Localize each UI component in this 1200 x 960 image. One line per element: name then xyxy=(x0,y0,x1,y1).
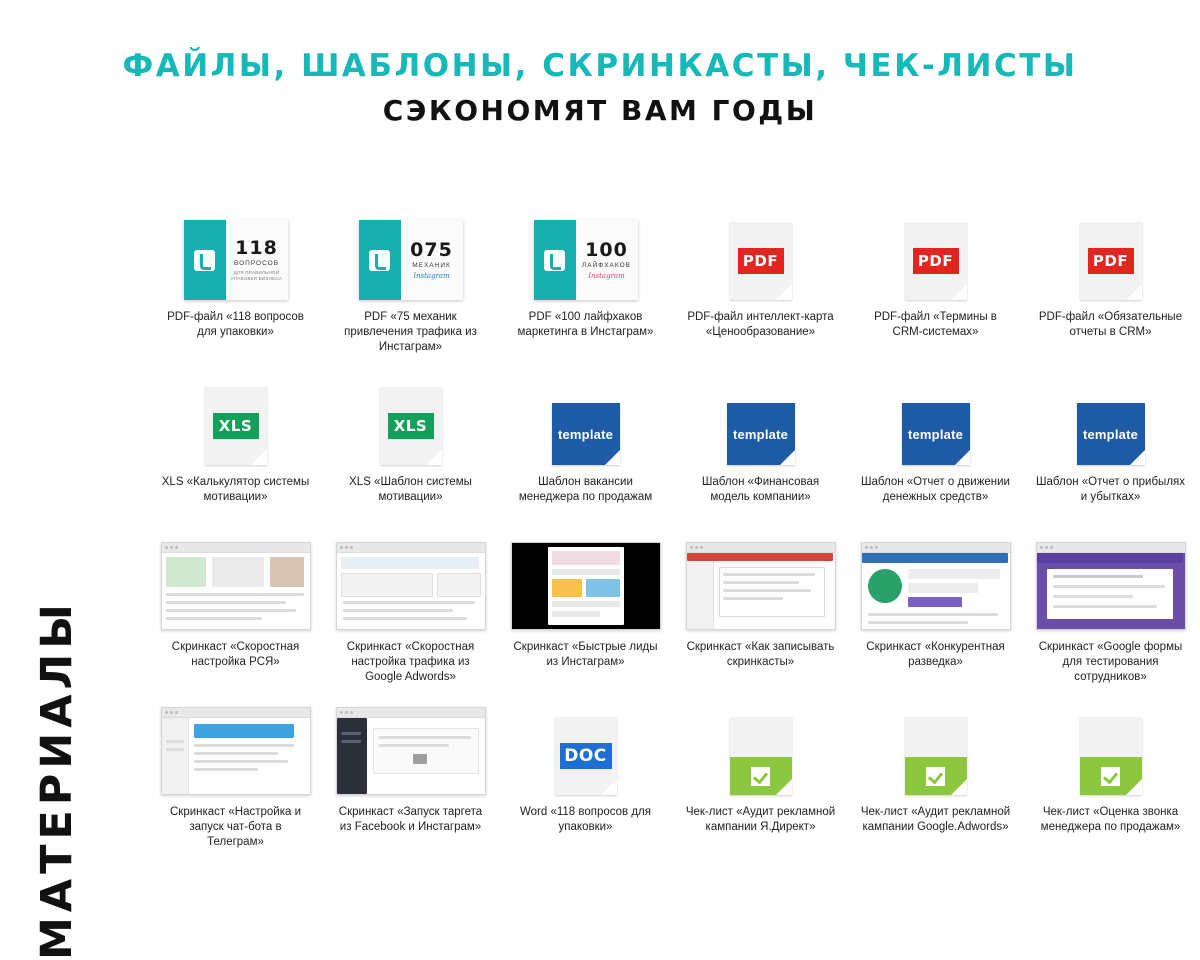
pdf-badge: PDF xyxy=(1088,248,1134,274)
thumbnail xyxy=(905,707,967,795)
item-caption: PDF-файл «Обязательные отчеты в CRM» xyxy=(1038,311,1183,338)
item-caption: PDF-файл «118 вопросов для упаковки» xyxy=(167,311,304,338)
book-note: ДЛЯ ПРАВИЛЬНОЙ УПАКОВКИ БИЗНЕСА xyxy=(230,269,283,281)
thumbnail xyxy=(184,212,288,300)
material-item[interactable] xyxy=(1023,377,1198,542)
xls-badge: XLS xyxy=(213,413,259,439)
page-heading xyxy=(0,0,1200,127)
xls-badge: XLS xyxy=(388,413,434,439)
heading-line-1: ФАЙЛЫ, ШАБЛОНЫ, СКРИНКАСТЫ, ЧЕК-ЛИСТЫ xyxy=(122,48,1078,84)
material-item[interactable] xyxy=(498,377,673,542)
brand-logo-icon xyxy=(194,250,215,271)
screencast-icon xyxy=(1036,542,1186,630)
template-icon xyxy=(1077,403,1145,465)
screencast-content xyxy=(337,553,485,629)
item-caption: Чек-лист «Аудит рекламной кампании Я.Директ» xyxy=(685,806,836,833)
item-caption: Шаблон вакансии менеджера по продажам xyxy=(518,476,653,503)
material-item[interactable] xyxy=(498,212,673,377)
book-subtitle: ЛАЙФХАКОВ xyxy=(582,261,631,269)
item-caption: PDF-файл интеллект-карта «Ценообразование» xyxy=(687,311,834,338)
material-item[interactable] xyxy=(148,542,323,707)
screencast-content xyxy=(337,718,485,794)
template-label: template xyxy=(1082,426,1139,442)
template-icon xyxy=(552,403,620,465)
thumbnail xyxy=(1036,542,1186,630)
book-face xyxy=(226,220,288,300)
thumbnail xyxy=(534,212,638,300)
material-item[interactable] xyxy=(323,212,498,377)
book-icon xyxy=(534,220,638,300)
browser-bar xyxy=(687,543,835,553)
book-number: 075 xyxy=(410,238,453,261)
thumbnail xyxy=(861,542,1011,630)
template-label: template xyxy=(557,426,614,442)
brand-logo-icon xyxy=(544,250,565,271)
material-item[interactable] xyxy=(1023,542,1198,707)
material-item[interactable] xyxy=(848,212,1023,377)
template-icon xyxy=(727,403,795,465)
book-spine xyxy=(359,220,401,300)
thumbnail xyxy=(511,542,661,630)
item-caption: Скринкаст «Google формы для тестирования сотрудников» xyxy=(1038,641,1183,683)
material-item[interactable] xyxy=(1023,212,1198,377)
screencast-content xyxy=(1037,553,1185,629)
doc-file-icon xyxy=(555,717,617,795)
thumbnail xyxy=(555,707,617,795)
checklist-icon xyxy=(1080,717,1142,795)
thumbnail xyxy=(552,377,620,465)
side-label-wrapper xyxy=(22,490,82,960)
material-item[interactable] xyxy=(848,542,1023,707)
thumbnail xyxy=(905,212,967,300)
template-label: template xyxy=(907,426,964,442)
thumbnail xyxy=(1077,377,1145,465)
item-caption: Скринкаст «Быстрые лиды из Инстаграм» xyxy=(513,641,658,668)
screencast-icon xyxy=(161,542,311,630)
screencast-icon xyxy=(511,542,661,630)
item-caption: Чек-лист «Аудит рекламной кампании Google.Adwords» xyxy=(860,806,1011,833)
pdf-badge: PDF xyxy=(913,248,959,274)
check-mark-icon xyxy=(751,767,770,786)
heading-line-2: СЭКОНОМЯТ ВАМ ГОДЫ xyxy=(382,94,818,127)
item-caption: XLS «Шаблон системы мотивации» xyxy=(349,476,472,503)
xls-file-icon xyxy=(205,387,267,465)
thumbnail xyxy=(686,542,836,630)
pdf-badge: PDF xyxy=(738,248,784,274)
browser-bar xyxy=(337,708,485,718)
screencast-content xyxy=(687,553,835,629)
item-caption: Шаблон «Отчет о прибылях и убытках» xyxy=(1035,476,1186,503)
browser-bar xyxy=(162,543,310,553)
browser-bar xyxy=(337,543,485,553)
item-caption: Word «118 вопросов для упаковки» xyxy=(519,806,651,833)
brand-logo-icon xyxy=(369,250,390,271)
thumbnail xyxy=(359,212,463,300)
checklist-icon xyxy=(905,717,967,795)
screencast-icon xyxy=(336,542,486,630)
book-face xyxy=(401,220,463,300)
book-tag: Instagram xyxy=(413,271,450,280)
material-item[interactable] xyxy=(848,707,1023,872)
check-band xyxy=(905,757,967,795)
material-item[interactable] xyxy=(498,542,673,707)
check-mark-icon xyxy=(1101,767,1120,786)
thumbnail xyxy=(161,707,311,795)
check-band xyxy=(730,757,792,795)
thumbnail xyxy=(380,377,442,465)
book-icon xyxy=(184,220,288,300)
thumbnail xyxy=(1080,212,1142,300)
screencast-content xyxy=(862,553,1010,629)
material-item[interactable] xyxy=(148,377,323,542)
screencast-icon xyxy=(686,542,836,630)
thumbnail xyxy=(336,707,486,795)
book-icon xyxy=(359,220,463,300)
item-caption: PDF «100 лайфхаков маркетинга в Инстаграм» xyxy=(517,311,654,338)
side-label-materials: МАТЕРИАЛЫ xyxy=(32,599,82,960)
material-item[interactable] xyxy=(673,707,848,872)
book-spine xyxy=(534,220,576,300)
item-caption: Скринкаст «Скоростная настройка трафика из Google Adwords» xyxy=(346,641,475,683)
book-tag: Instagram xyxy=(588,271,625,280)
browser-bar xyxy=(162,708,310,718)
browser-bar xyxy=(862,543,1010,553)
template-label: template xyxy=(732,426,789,442)
book-subtitle: ВОПРОСОВ xyxy=(233,259,280,267)
screencast-content xyxy=(162,718,310,794)
thumbnail xyxy=(205,377,267,465)
item-caption: Шаблон «Финансовая модель компании» xyxy=(701,476,820,503)
material-item[interactable] xyxy=(148,212,323,377)
item-caption: Скринкаст «Скоростная настройка РСЯ» xyxy=(171,641,300,668)
item-caption: Чек-лист «Оценка звонка менеджера по продажам» xyxy=(1040,806,1181,833)
thumbnail xyxy=(1080,707,1142,795)
check-mark-icon xyxy=(926,767,945,786)
thumbnail xyxy=(902,377,970,465)
item-caption: Шаблон «Отчет о движении денежных средств» xyxy=(861,476,1010,503)
material-item[interactable] xyxy=(323,542,498,707)
doc-badge: DOC xyxy=(560,743,612,769)
screencast-content xyxy=(512,543,660,629)
thumbnail xyxy=(730,212,792,300)
thumbnail xyxy=(727,377,795,465)
book-number: 100 xyxy=(585,238,628,261)
thumbnail xyxy=(336,542,486,630)
thumbnail xyxy=(161,542,311,630)
book-spine xyxy=(184,220,226,300)
book-face xyxy=(576,220,638,300)
material-item[interactable] xyxy=(148,707,323,872)
material-item[interactable] xyxy=(498,707,673,872)
book-subtitle: МЕХАНИК xyxy=(412,261,451,269)
item-caption: PDF «75 механик привлечения трафика из Инстаграм» xyxy=(344,311,477,353)
thumbnail xyxy=(730,707,792,795)
screencast-icon xyxy=(861,542,1011,630)
book-number: 118 xyxy=(235,236,278,259)
check-band xyxy=(1080,757,1142,795)
item-caption: Скринкаст «Запуск таргета из Facebook и Инстаграм» xyxy=(338,806,483,833)
material-item[interactable] xyxy=(673,212,848,377)
screencast-content xyxy=(162,553,310,629)
checklist-icon xyxy=(730,717,792,795)
item-caption: Скринкаст «Настройка и запуск чат-бота в Телеграм» xyxy=(169,806,302,848)
screencast-icon xyxy=(336,707,486,795)
material-item[interactable] xyxy=(673,542,848,707)
material-item[interactable] xyxy=(673,377,848,542)
item-caption: XLS «Калькулятор системы мотивации» xyxy=(161,476,310,503)
item-caption: Скринкаст «Конкурентная разведка» xyxy=(866,641,1005,668)
browser-bar xyxy=(1037,543,1185,553)
material-item[interactable] xyxy=(323,707,498,872)
pdf-file-icon xyxy=(905,222,967,300)
xls-file-icon xyxy=(380,387,442,465)
material-item[interactable] xyxy=(1023,707,1198,872)
material-item[interactable] xyxy=(848,377,1023,542)
pdf-file-icon xyxy=(1080,222,1142,300)
material-item[interactable] xyxy=(323,377,498,542)
materials-grid xyxy=(148,212,1188,872)
template-icon xyxy=(902,403,970,465)
item-caption: Скринкаст «Как записывать скринкасты» xyxy=(686,641,835,668)
screencast-icon xyxy=(161,707,311,795)
pdf-file-icon xyxy=(730,222,792,300)
item-caption: PDF-файл «Термины в CRM-системах» xyxy=(874,311,997,338)
